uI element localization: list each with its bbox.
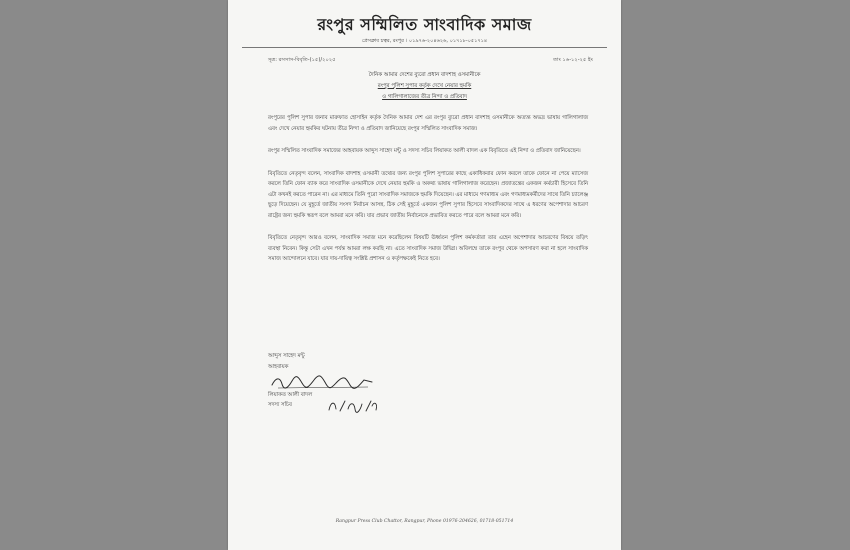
body-paragraph-4: বিবৃতিতে নেতৃবৃন্দ আরও বলেন, সাংবাদিক সমাজ মনে করেছিলেন বিষয়টি ঊর্ধ্বতন পুলিশ কর্মকর্তারা তার এহেন অপেশাদার আচরণের বিষয়ে তড়িৎ ব্যবস্থা নিবেন। কিন্তু সেটা এখন পর্যন্ত আমরা লক্ষ করছি না। এতে সাংবাদিক সমাজ উদ্বিগ্ন। অবিলম্বে তাকে রংপুর থেকে অপসারণ করা না হলে সাংবাদিক সমাজ আন্দোলনে যাবে। যার দায়-দায়িত্ব সংশ্লিষ্ট প্রশাসন ও কর্তৃপক্ষকেই নিতে হবে। bbox=[268, 235, 588, 262]
footer-contact: Rangpur Press Club Chattor, Rangpur, Phone 01976-204626, 01718-051714 bbox=[335, 519, 514, 524]
convener-name: আব্দুস সাহেদ মন্টু bbox=[268, 353, 305, 359]
subject-block bbox=[228, 70, 621, 103]
subject-line-2: রংপুর পুলিশ সুপার কর্তৃক দেখে নেয়ার হুমকি bbox=[377, 83, 472, 89]
organization-address: প্রেসক্লাব চত্বর, রংপুর । ০১৯৭৬-২০৪৬২৬, ০১৭১৮-০৫১৭১৪ bbox=[361, 38, 488, 44]
body-paragraph-1: রংপুরের পুলিশ সুপার জনাব মারুফাত হোসাইন কর্তৃক দৈনিক আমার দেশ এর রংপুর ব্যুরো প্রধান বাদশাহ ওসমানীকে অত্যন্ত অভদ্র ভাষায় গালিগালাজ এবং দেখে নেয়ার হুমকির ঘটনায় তীব্র নিন্দা ও প্রতিবাদ জানিয়েছে রংপুর সম্মিলিত সাংবাদিক সমাজ। bbox=[268, 115, 588, 132]
reference-number: সূত্র: রসসাস-বিবৃতি-(১৫)/২০২৫ bbox=[268, 57, 336, 63]
secretary-name: লিয়াকত আলী বাদল bbox=[268, 392, 313, 398]
letter-date: তাং ১৬-১২-২৫ ইং bbox=[553, 57, 593, 63]
secretary-title: সদস্য সচিব bbox=[268, 402, 292, 408]
body-paragraph-2: রংপুর সম্মিলিত সাংবাদিক সমাজের আহবায়ক আব্দুস সাহেদ মন্টু ও সদস্য সচিব লিয়াকত আলী বাদল এক বিবৃতিতে এই নিন্দা ও প্রতিবাদ জানিয়েছেন। bbox=[268, 148, 581, 154]
subject-line-1: দৈনিক আমার দেশের ব্যুরো প্রধান বাদশাহ ওসমানীকে bbox=[368, 72, 481, 78]
signer-block bbox=[268, 390, 312, 410]
letterhead-divider bbox=[242, 47, 607, 48]
letter-page bbox=[228, 0, 621, 550]
subject-line-3: ও গালিগালাজের তীব্র নিন্দা ও প্রতিবাদ bbox=[382, 94, 467, 100]
convener-title: আহবায়ক bbox=[268, 363, 289, 370]
organization-title: রংপুর সম্মিলিত সাংবাদিক সমাজ bbox=[317, 15, 532, 34]
handwritten-date bbox=[326, 398, 380, 414]
body-paragraph-3: বিবৃতিতে নেতৃবৃন্দ বলেন, সাংবাদিক বাদশাহ ওসমানী তথ্যের জন্য রংপুর পুলিশ সুপারের কাছে একাধিকবার ফোন করলে তাকে ফোনে না পেয়ে ম্যাসেজ করলে তিনি ফোন ব্যাক করে সাংবাদিক ওসমানীকে দেখে নেয়ার হুমকি ও অকথ্য ভাষায় গালিগালাজ করেছেন। প্রজাতন্ত্রের একজন কর্মচারী হিসেবে তিনি এটা কখনই করতে পারেন না। এর মাধ্যমে তিনি পুরো সাংবাদিক সমাজকে হুমকি দিয়েছেন। এর মাধ্যমে গণমাধ্যম এবং গণমাধ্যমকর্মীদের সাথে তিনি চ্যালেঞ্জ ছুড়ে দিয়েছেন। যে মুহূর্তে জাতীয় সংসদ নির্বাচন আসন্ন, ঠিক সেই মুহূর্তে একজন পুলিশ সুপার হিসেবে সাংবাদিকদের সাথে এ ধরণের অপেশাদার আচরণ রাষ্ট্রের জন্য হুমকি স্বরূপ বলে আমরা মনে করি। যার প্রভাব জাতীয় নির্বাচনকে প্রভাবিত করতে পারে বলে আমরা মনে করি। bbox=[268, 170, 588, 219]
letter-body bbox=[268, 113, 588, 277]
handwritten-signature bbox=[268, 373, 378, 391]
closing-block bbox=[268, 351, 305, 372]
